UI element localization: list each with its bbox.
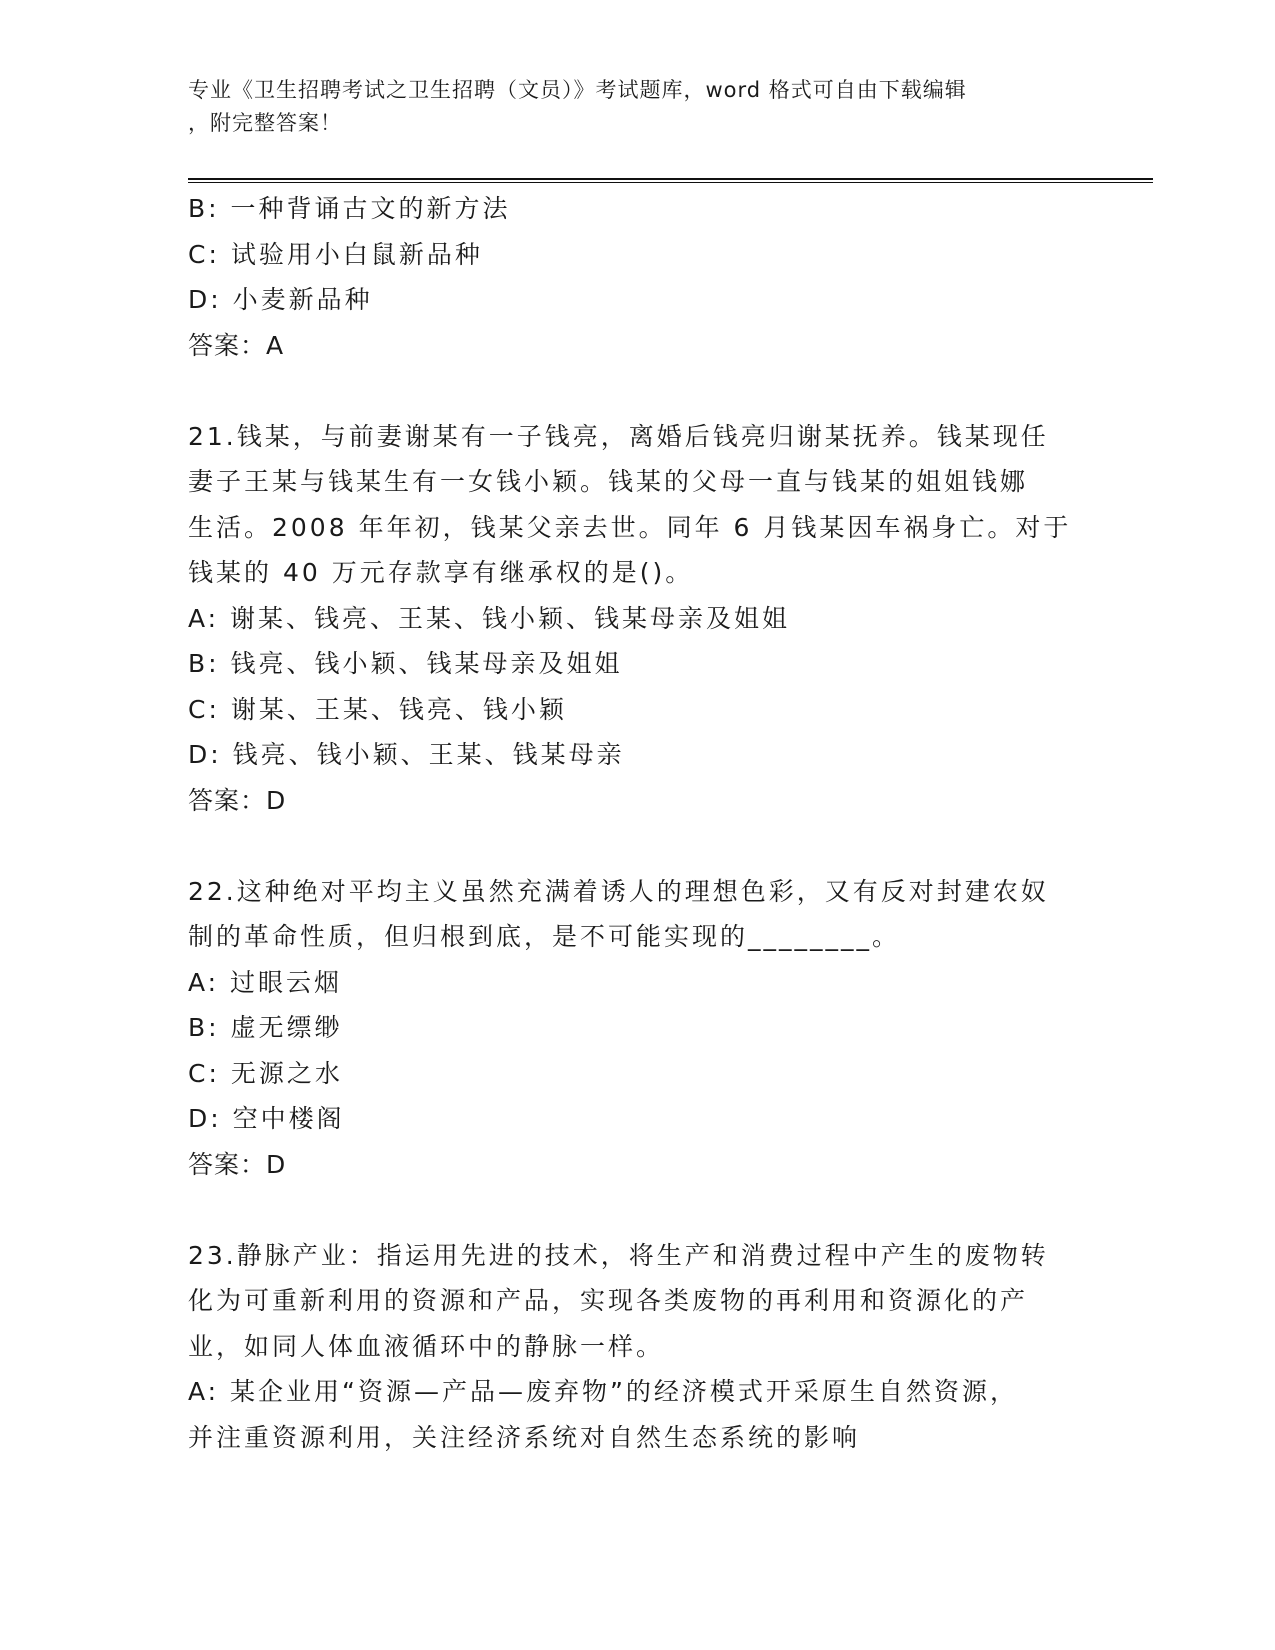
option-a: A: 谢某、钱亮、王某、钱小颖、钱某母亲及姐姐 xyxy=(188,603,791,633)
option-a: A: 某企业用“资源—产品—废弃物”的经济模式开采原生自然资源， xyxy=(188,1377,1018,1406)
question-21 xyxy=(188,414,1088,824)
question-text: 22.这种绝对平均主义虽然充满着诱人的理想色彩，又有反对封建农奴 xyxy=(188,876,1049,906)
spacer xyxy=(188,1187,1088,1233)
question-23 xyxy=(188,1233,1088,1461)
header-divider xyxy=(188,178,1153,183)
option-c: C: 谢某、王某、钱亮、钱小颖 xyxy=(188,694,567,724)
question-22 xyxy=(188,869,1088,1188)
question-text: 23.静脉产业：指运用先进的技术，将生产和消费过程中产生的废物转 xyxy=(188,1240,1049,1270)
question-content xyxy=(188,186,1088,1460)
previous-question xyxy=(188,186,1088,368)
option-a-continued: 并注重资源利用，关注经济系统对自然生态系统的影响 xyxy=(188,1422,861,1452)
option-a: A: 过眼云烟 xyxy=(188,967,343,997)
option-b: B: 一种背诵古文的新方法 xyxy=(188,194,511,223)
question-text: 制的革命性质，但归根到底，是不可能实现的________。 xyxy=(188,922,901,951)
question-text: 妻子王某与钱某生有一女钱小颖。钱某的父母一直与钱某的姐姐钱娜 xyxy=(188,467,1029,496)
question-text: 业，如同人体血液循环中的静脉一样。 xyxy=(188,1331,665,1361)
question-text: 钱某的 40 万元存款享有继承权的是()。 xyxy=(188,558,694,587)
header-title: 专业《卫生招聘考试之卫生招聘（文员）》考试题库，word 格式可自由下载编辑 xyxy=(188,78,967,102)
option-c: C: 无源之水 xyxy=(188,1058,343,1088)
option-d: D: 空中楼阁 xyxy=(188,1104,345,1133)
question-text: 化为可重新利用的资源和产品，实现各类废物的再利用和资源化的产 xyxy=(188,1286,1029,1315)
header-title-continued: ，附完整答案！ xyxy=(188,111,342,135)
question-text: 21.钱某，与前妻谢某有一子钱亮，离婚后钱亮归谢某抚养。钱某现任 xyxy=(188,421,1049,451)
document-header xyxy=(188,74,1068,140)
answer-line: 答案：D xyxy=(188,1149,287,1179)
option-b: B: 虚无缥缈 xyxy=(188,1013,343,1042)
option-c: C: 试验用小白鼠新品种 xyxy=(188,239,483,269)
option-d: D: 小麦新品种 xyxy=(188,285,373,314)
spacer xyxy=(188,823,1088,869)
option-d: D: 钱亮、钱小颖、王某、钱某母亲 xyxy=(188,740,625,769)
question-text: 生活。2008 年年初，钱某父亲去世。同年 6 月钱某因车祸身亡。对于 xyxy=(188,512,1072,542)
spacer xyxy=(188,368,1088,414)
option-b: B: 钱亮、钱小颖、钱某母亲及姐姐 xyxy=(188,649,623,678)
answer-line: 答案：D xyxy=(188,785,287,815)
answer-line: 答案：A xyxy=(188,330,285,360)
